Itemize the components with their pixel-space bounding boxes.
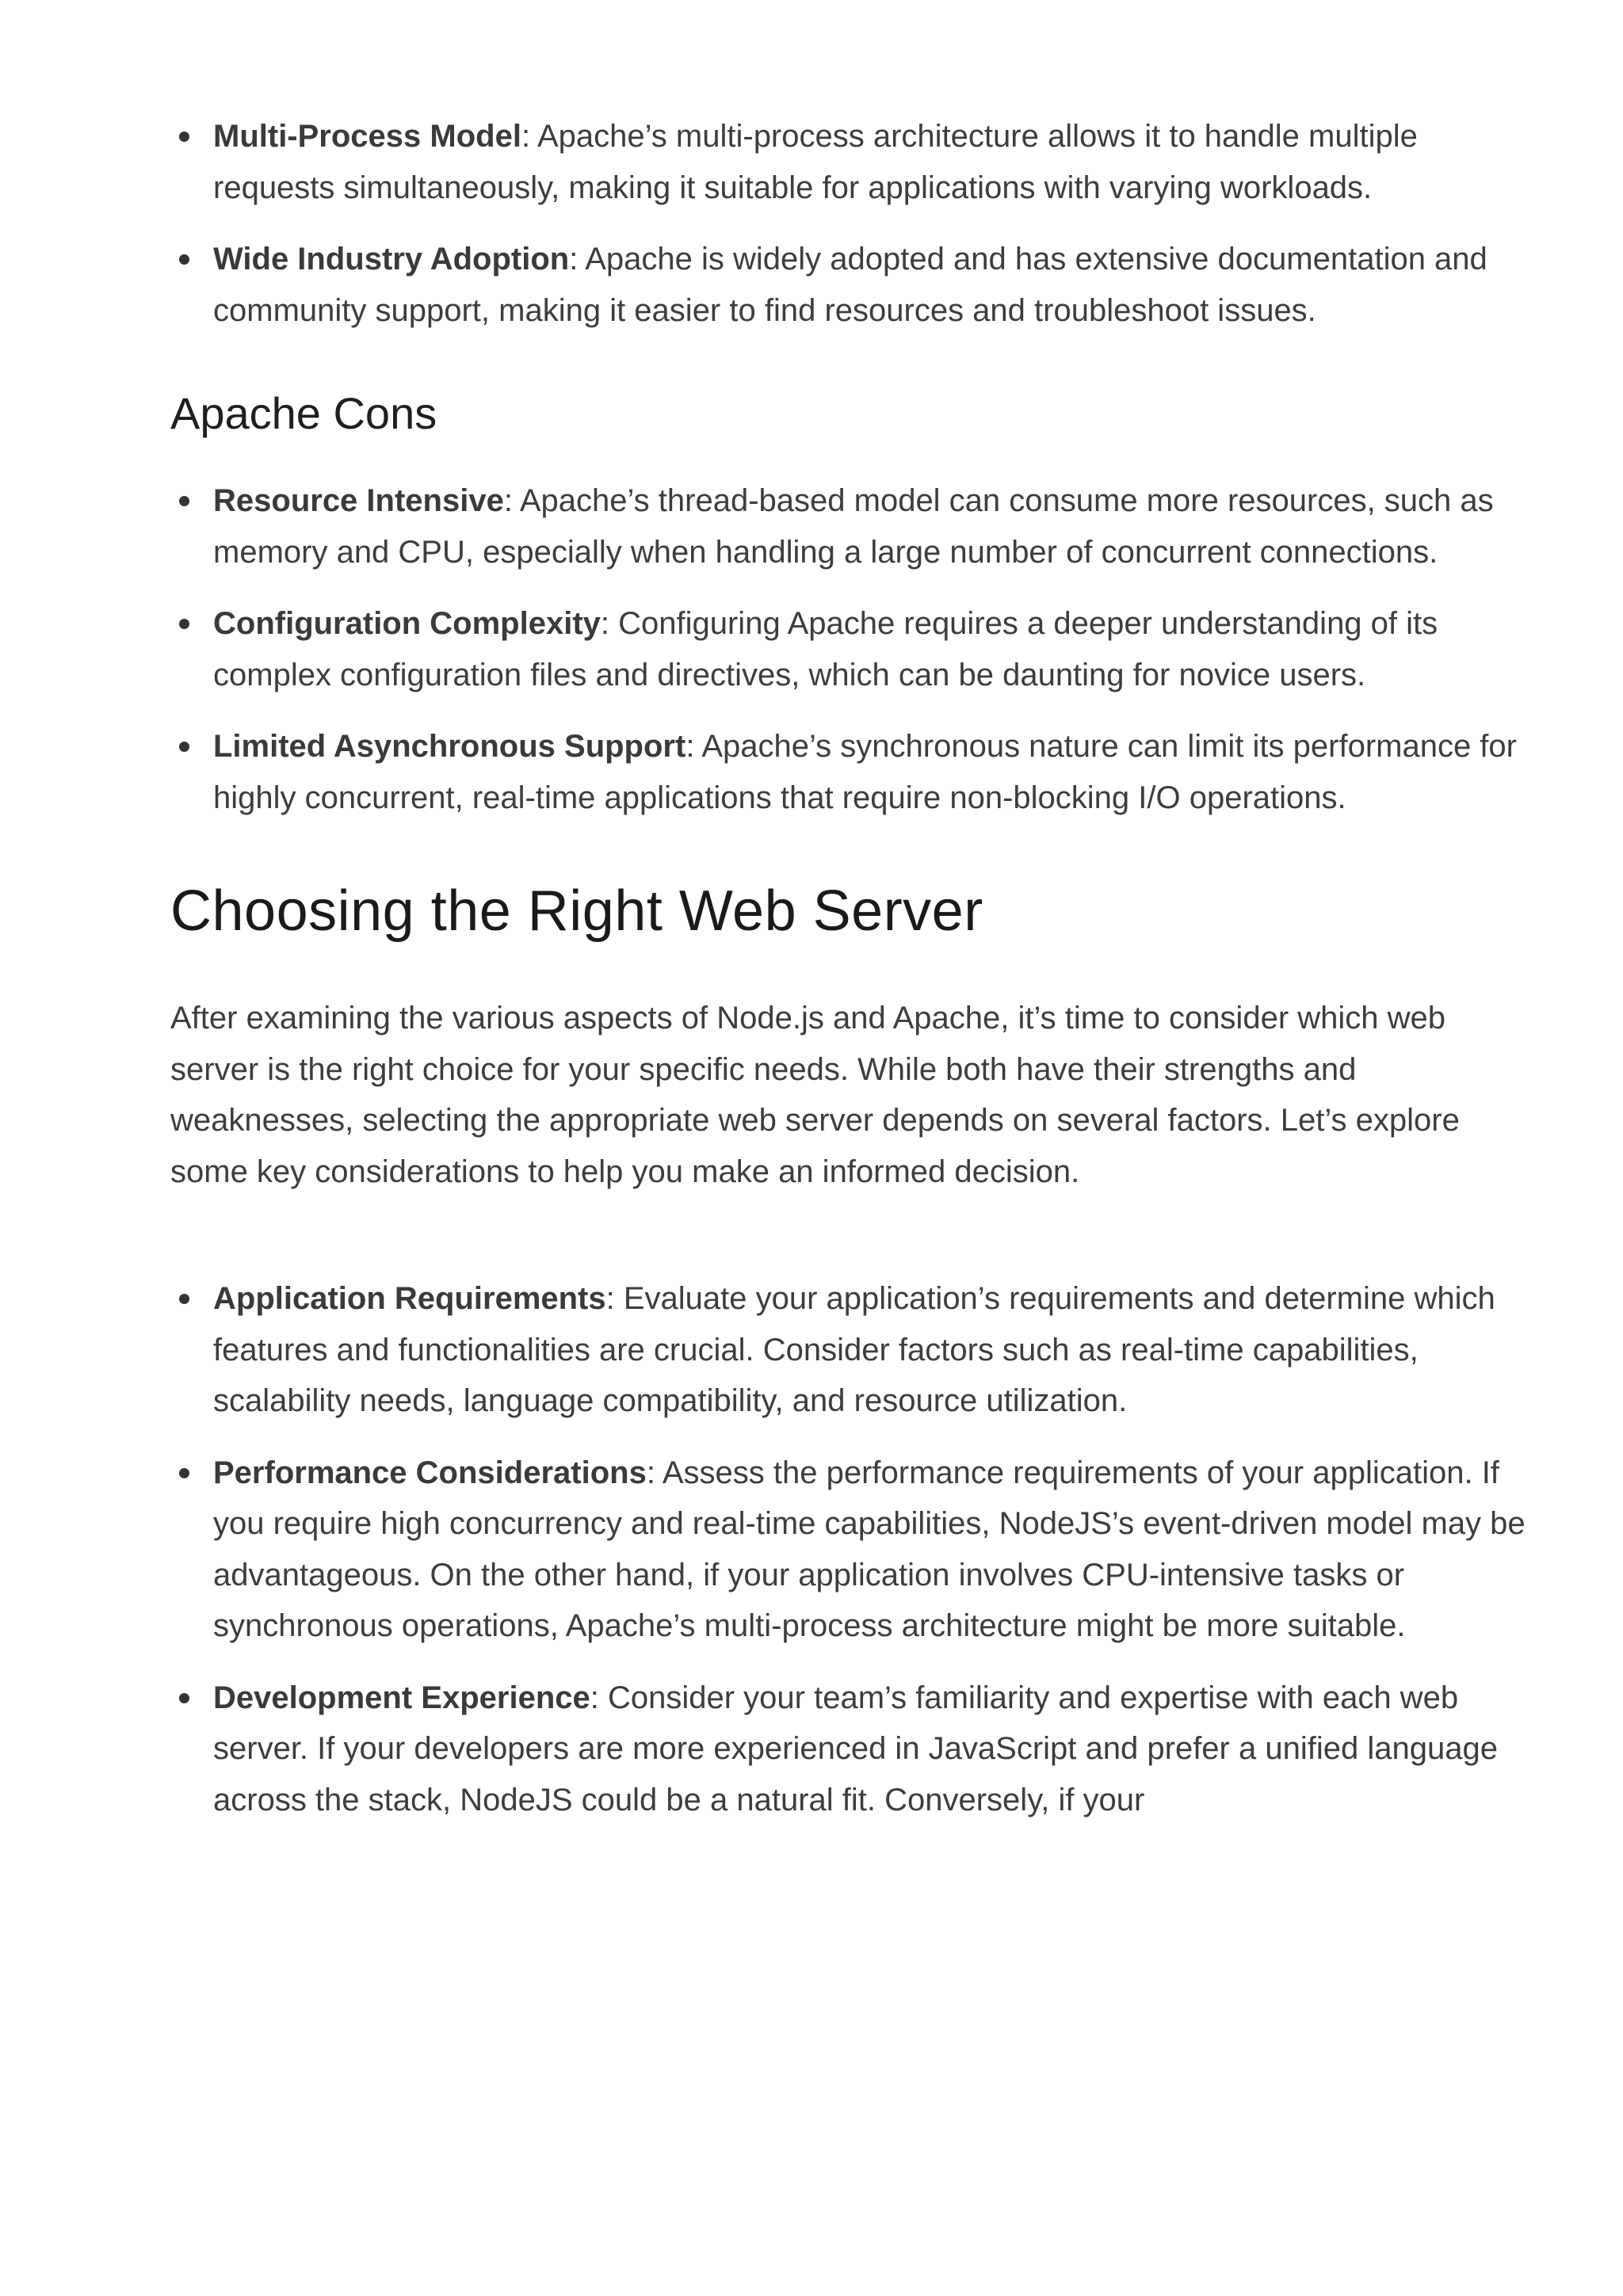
list-item-text: : Apache’s synchronous nature can limit its performance for highly concurrent, real-time applications that require non-blocking I/O operations. <box>213 729 1517 815</box>
list-item-term: Application Requirements <box>213 1281 606 1316</box>
bullet-icon <box>179 742 189 752</box>
list-item <box>170 721 1545 823</box>
list-item-text: : Assess the performance requirements of your application. If you require high concurrency and real-time capabilities, NodeJS’s event-driven model may be advantageous. On the other hand, if your application involves CPU-intensive tasks or synchronous operations, Apache’s multi-process architecture might be more suitable. <box>213 1455 1526 1643</box>
list-item <box>170 111 1513 213</box>
list-item-text: : Apache’s multi-process architecture allows it to handle multiple requests simultaneously, making it suitable for applications with varying workloads. <box>213 119 1418 205</box>
apache-cons-list <box>170 475 1517 823</box>
list-item <box>170 598 1545 700</box>
list-item-term: Wide Industry Adoption <box>213 242 570 277</box>
list-item-text: : Apache’s thread-based model can consume more resources, such as memory and CPU, especially when handling a large number of concurrent connections. <box>213 483 1494 570</box>
bullet-icon <box>179 1294 189 1304</box>
bullet-icon <box>179 132 189 142</box>
section-heading: Choosing the Right Web Server <box>170 879 983 943</box>
list-item <box>170 1447 1529 1652</box>
list-item-text: : Configuring Apache requires a deeper understanding of its complex configuration files and directives, which can be daunting for novice users. <box>213 606 1438 692</box>
list-item <box>170 475 1513 578</box>
bullet-icon <box>179 1468 189 1478</box>
list-item-text: : Consider your team’s familiarity and expertise with each web server. If your developers are more experienced in JavaScript and prefer a unified language across the stack, NodeJS could be a natural fit. Conversely, if your <box>213 1680 1498 1817</box>
list-item <box>170 1672 1545 1826</box>
list-item <box>170 234 1513 336</box>
list-item-term: Configuration Complexity <box>213 606 601 641</box>
bullet-icon <box>179 1693 189 1703</box>
list-item-term: Resource Intensive <box>213 483 504 518</box>
list-item <box>170 1273 1529 1427</box>
bullet-icon <box>179 254 189 265</box>
list-item-text: : Apache is widely adopted and has extensive documentation and community support, making it easier to find resources and troubleshoot issues. <box>213 242 1487 328</box>
bullet-icon <box>179 496 189 506</box>
list-item-term: Development Experience <box>213 1680 590 1715</box>
list-item-term: Limited Asynchronous Support <box>213 729 686 764</box>
list-item-term: Multi-Process Model <box>213 119 521 154</box>
intro-paragraph: After examining the various aspects of Node.js and Apache, it’s time to consider which web server is the right choice for your specific needs. While both have their strengths and weaknesses, selecting the appropriate web server depends on several factors. Let’s explore some key considerations to help you make an informed decision. <box>170 1001 1460 1189</box>
apache-pros-list <box>170 111 1502 336</box>
list-item-term: Performance Considerations <box>213 1455 647 1490</box>
document-page <box>170 111 1526 1846</box>
list-item-text: : Evaluate your application’s requirements and determine which features and functionalities are crucial. Consider factors such as real-time capabilities, scalability needs, language compatibility, and resource utilization. <box>213 1281 1495 1418</box>
bullet-icon <box>179 619 189 629</box>
considerations-list <box>170 1273 1526 1825</box>
apache-cons-heading: Apache Cons <box>170 388 437 438</box>
